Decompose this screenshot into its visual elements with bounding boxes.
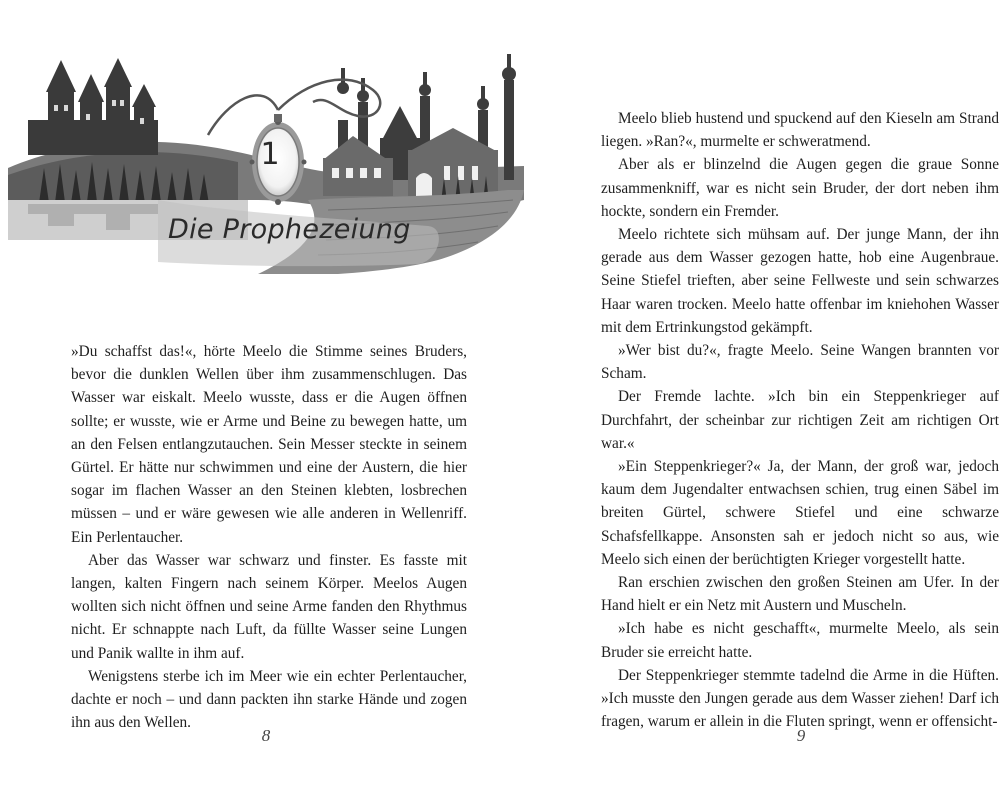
page-number-right: 9 — [796, 726, 806, 745]
paragraph: »Du schaffst das!«, hörte Meelo die Stimme seines Bruders, bevor die dunklen Wellen über ihm zusammenschlugen. Das Wasser war eiskalt. Meelo wusste, dass er die Augen öffnen sollte; er wusste, wie er Arme und Beine zu bewegen hatte, um an den Felsen entlangzutauchen. Sein Messer steckte in seinem Gürtel. Er hätte nur schwimmen und eine der Austern, die hier sogar im flachen Wasser an den Steinen klebten, losbrechen müssen – und er wäre gewesen wie alle anderen in Wellenriff. Ein Perlentaucher. — [71, 343, 467, 546]
paragraph: Meelo richtete sich mühsam auf. Der junge Mann, der ihn gerade aus dem Wasser gezogen hatte, hob eine Augenbraue. Seine Stiefel trieften, aber seine Fellweste und sein schwarzes Haar waren trocken. Meelo hatte offenbar im kniehohen Wasser mit dem Ertrinkungstod gekämpft. — [601, 226, 999, 336]
right-page-body — [601, 107, 999, 733]
chapter-title: Die Prophezeiung — [168, 214, 411, 245]
left-page-body — [71, 340, 467, 734]
paragraph: Aber als er blinzelnd die Augen gegen die graue Sonne zusammenkniff, war es nicht sein Bruder, der dort neben ihm hockte, sondern ein Fremder. — [601, 156, 999, 220]
chapter-number: 1 — [260, 137, 280, 172]
paragraph: Wenigstens sterbe ich im Meer wie ein echter Perlentaucher, dachte er noch – und dann packten ihn starke Hände und zogen ihn aus den Wellen. — [71, 667, 467, 732]
paragraph: »Wer bist du?«, fragte Meelo. Seine Wangen brannten vor Scham. — [601, 342, 999, 383]
paragraph: Meelo blieb hustend und spuckend auf den Kieseln am Strand liegen. »Ran?«, murmelte er schweratmend. — [601, 110, 999, 151]
paragraph: »Ein Steppenkrieger?« Ja, der Mann, der groß war, jedoch kaum dem Jugendalter entwachsen schien, trug einen Säbel im breiten Gürtel, schwere Stiefel und eine schwarze Schafsfellkappe. Ansonsten sah er jedoch nicht so aus, wie Meelo sich einen der berüchtigten Krieger vorgestellt hatte. — [601, 458, 999, 568]
paragraph: Der Fremde lachte. »Ich bin ein Steppenkrieger auf Durchfahrt, der scheinbar zur richtigen Zeit am richtigen Ort war.« — [601, 388, 999, 452]
page-number-left: 8 — [261, 726, 271, 745]
paragraph: Ran erschien zwischen den großen Steinen am Ufer. In der Hand hielt er ein Netz mit Austern und Muscheln. — [601, 574, 999, 615]
paragraph: Der Steppenkrieger stemmte tadelnd die Arme in die Hüften. »Ich musste den Jungen gerade aus dem Wasser ziehen! Darf ich fragen, warum er allein in die Fluten springt, wenn er offensicht- — [601, 666, 999, 731]
paragraph: Aber das Wasser war schwarz und finster. Es fasste mit langen, kalten Fingern nach seinem Körper. Meelos Augen wollten sich nicht öffnen und seine Arme fanden den Rhythmus nicht. Er schnappte nach Luft, da füllte Wasser seine Lungen und Panik wallte in ihm auf. — [71, 551, 467, 662]
paragraph: »Ich habe es nicht geschafft«, murmelte Meelo, als sein Bruder sie erreicht hatte. — [601, 620, 999, 661]
